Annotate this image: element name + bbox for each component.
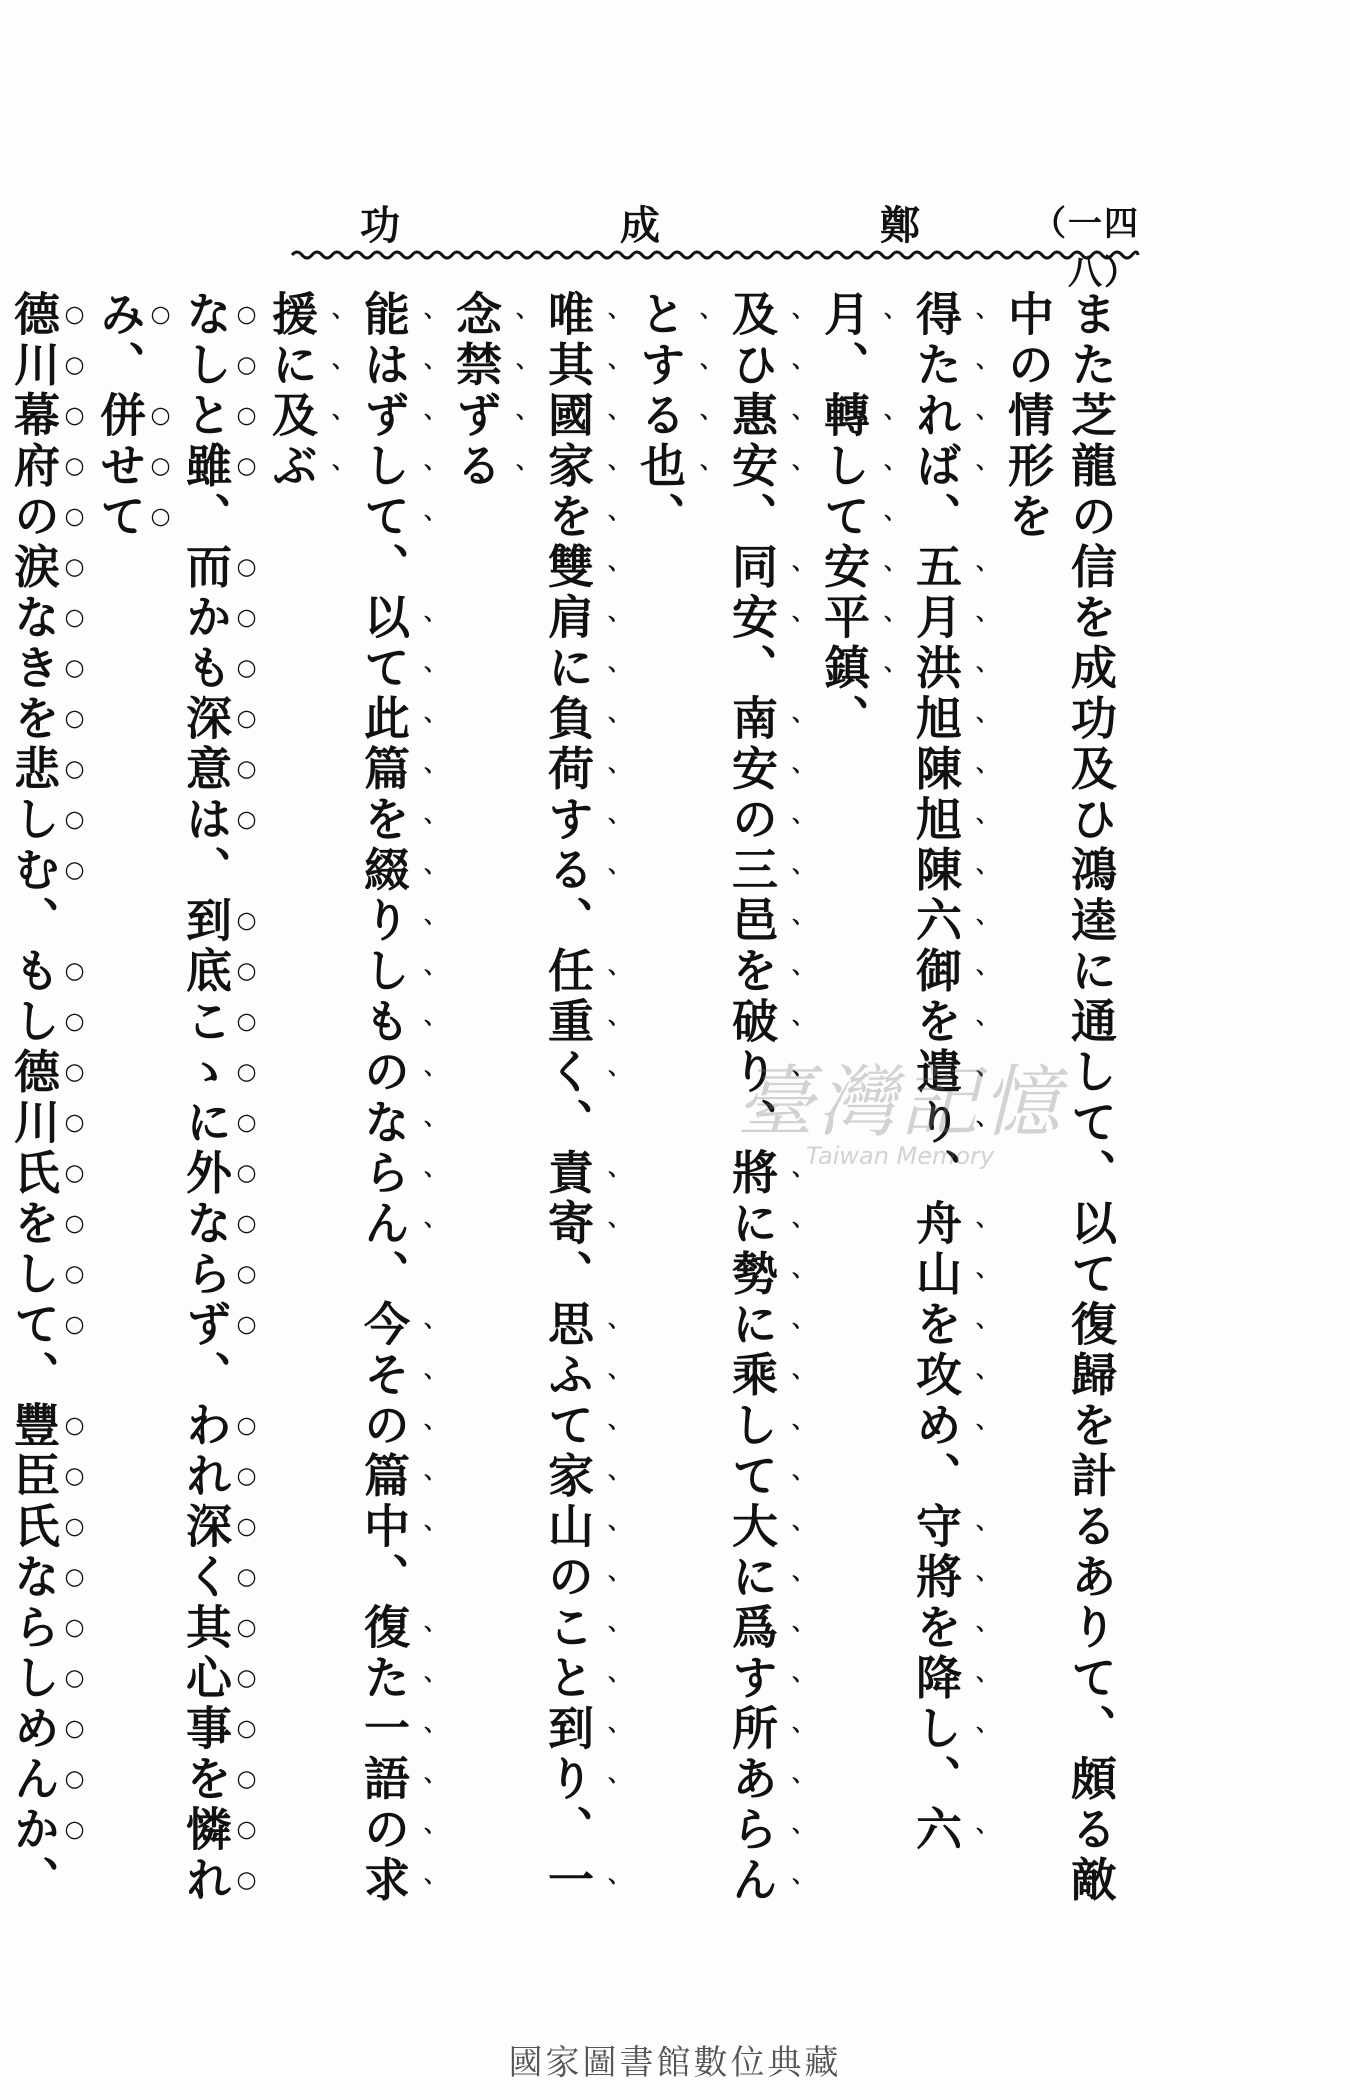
text-line: 及ひ惠安、同安、南安の三邑を破り、將に勢に乘して大に爲す所あらんとする也、 xyxy=(633,290,779,1906)
body-text xyxy=(7,290,1122,1950)
text-line: 得たれば、五月洪旭陳旭陳六御を遣り、舟山を攻め、守將を降し、六月、轉して安平鎮、 xyxy=(817,290,963,1856)
running-title-char: 成 xyxy=(620,202,660,249)
page-number: （一四八） xyxy=(1032,204,1140,293)
watermark-subtitle: Taiwan Memory xyxy=(805,1142,995,1170)
running-title-char: 鄭 xyxy=(880,202,920,249)
text-line: また芝龍の信を成功及ひ鴻逵に通して、以て復歸を計るありて、頗る敵中の情形を xyxy=(1001,290,1118,1906)
header-wavy-rule xyxy=(292,248,1138,262)
text-line: なしと雖、而かも深意は、到底こゝに外ならず、われ深く其心事を憐れみ、併せて xyxy=(93,290,233,1906)
text-line: 能はずして、以て此篇を綴りしものならん、今その篇中、復た一語の求援に及ぶ xyxy=(265,290,411,1906)
running-title-char: 功 xyxy=(360,202,400,249)
footer-credit: 國家圖書館數位典藏 xyxy=(508,2043,842,2083)
watermark-title: 臺灣記憶 xyxy=(735,1058,1064,1148)
text-line: 德川幕府の涙なきを悲しむ、もし德川氏をして、豐臣氏ならしめんか、 xyxy=(7,290,61,1906)
running-title xyxy=(360,194,920,251)
text-line: 唯其國家を雙肩に負荷する、任重く、責寄、思ふて家山のこと到り、一念禁ずる xyxy=(449,290,595,1906)
